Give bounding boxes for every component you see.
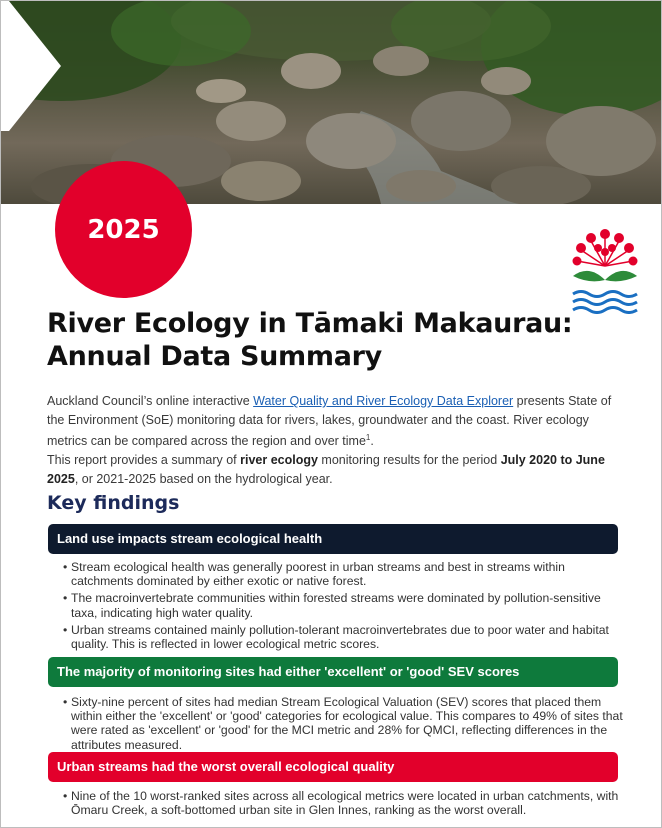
finding-1-banner: Land use impacts stream ecological health — [48, 524, 618, 554]
auckland-council-pohutukawa-logo-icon — [569, 226, 641, 314]
year-badge — [55, 161, 192, 298]
finding-3-banner: Urban streams had the worst overall ecological quality — [48, 752, 618, 782]
intro-text: This report provides a summary of — [47, 453, 241, 467]
intro-text: , or 2021-2025 based on the hydrological year. — [74, 471, 333, 486]
data-explorer-link[interactable]: Water Quality and River Ecology Data Explorer — [253, 394, 514, 408]
page-title — [47, 307, 607, 373]
list-item: • Nine of the 10 worst-ranked sites across all ecological metrics were located in urban catchments, with Ōmaru Creek, a soft-bottomed urban site in Glen Innes, ranking as the worst overall. — [63, 789, 623, 817]
intro-paragraph-1 — [47, 392, 621, 451]
year-text: 2025 — [87, 214, 160, 245]
intro-paragraph-2 — [47, 451, 621, 488]
key-findings-heading: Key findings — [47, 492, 180, 514]
intro-text: presents State of the Environment (SoE) monitoring data for rivers, lakes, groundwater and the coast. River ecology metrics can be compared across the region and over time — [47, 394, 612, 449]
list-item: • The macroinvertebrate communities within forested streams were dominated by pollution-sensitive taxa, indicating high water quality. — [63, 591, 623, 619]
title-line-1: River Ecology in Tāmaki Makaurau: — [47, 308, 573, 339]
intro-text: monitoring results for the period — [317, 453, 501, 467]
finding-3-list — [63, 789, 623, 820]
finding-2-list — [63, 695, 623, 755]
list-item: • Sixty-nine percent of sites had median Stream Ecological Valuation (SEV) scores that placed them within either the 'excellent' or 'good' categories for ecological value. This compares to 49% of sites that were rated as 'excellent' or 'good' for the MCI metric and 28% for QMCI, reflecting differences in the attributes measured. — [63, 695, 623, 752]
finding-1-list — [63, 560, 623, 654]
list-item: • Stream ecological health was generally poorest in urban streams and best in streams within catchments dominated by either exotic or native forest. — [63, 560, 623, 588]
intro-text: . — [370, 434, 374, 449]
intro-emphasis: July 2020 to June 2025 — [47, 453, 605, 486]
list-item: • Urban streams contained mainly pollution-tolerant macroinvertebrates due to poor water and habitat quality. This is reflected in lower ecological metric scores. — [63, 623, 623, 651]
title-line-2: Annual Data Summary — [47, 341, 382, 372]
finding-2-banner: The majority of monitoring sites had either 'excellent' or 'good' SEV scores — [48, 657, 618, 687]
chevron-shape — [1, 1, 63, 131]
intro-text: Auckland Council’s online interactive — [47, 394, 254, 408]
intro-emphasis: river ecology — [240, 453, 318, 467]
footnote-marker: 1 — [365, 433, 371, 442]
